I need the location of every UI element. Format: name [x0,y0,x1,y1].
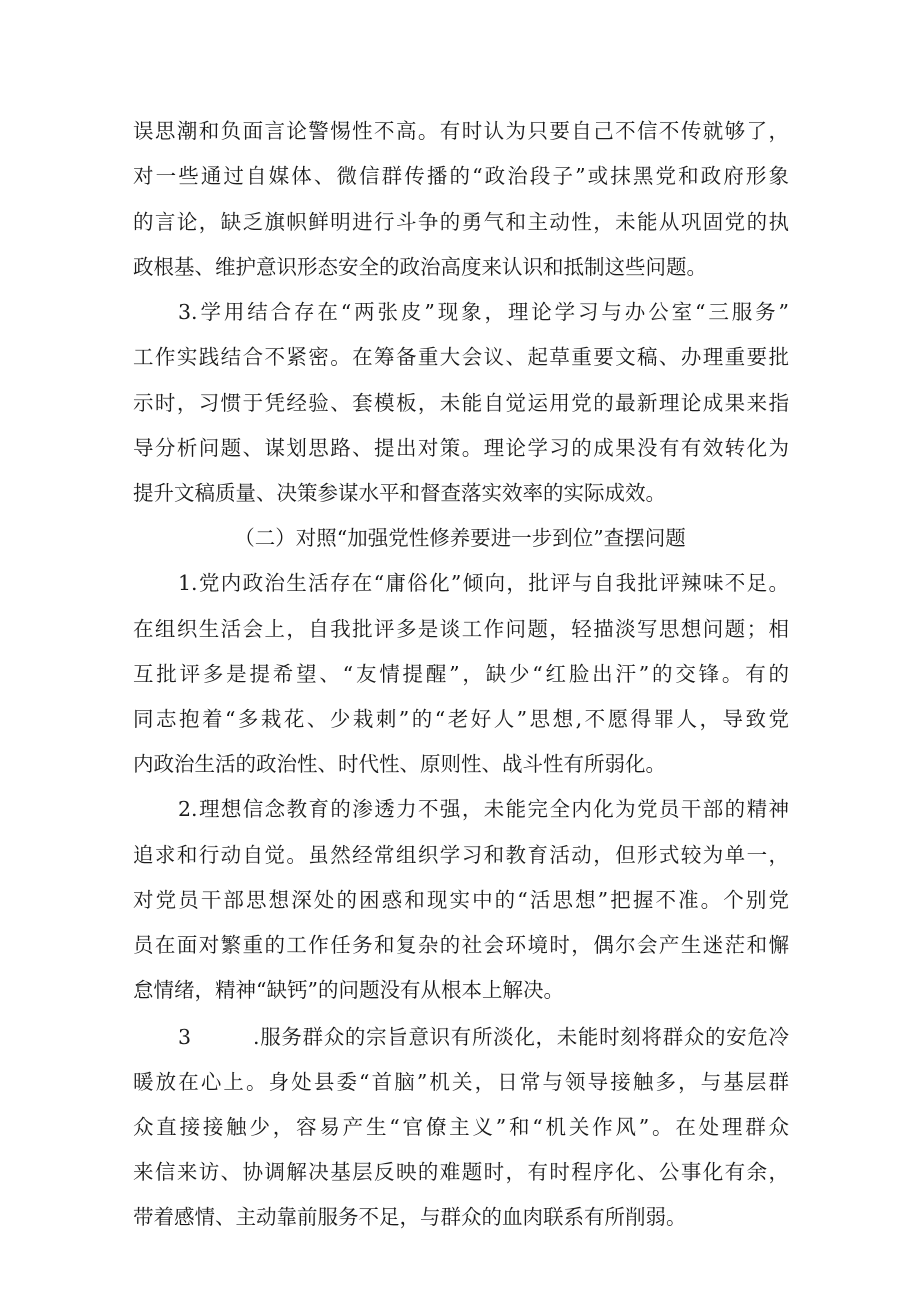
paragraph-line: 暖放在心上。身处县委“首脑”机关，日常与领导接触多，与基层群 [133,1070,789,1094]
paragraph-line: 示时，习惯于凭经验、套模板，未能自觉运用党的最新理论成果来指 [133,391,789,415]
paragraph-line: 内政治生活的政治性、时代性、原则性、战斗性有所弱化。 [133,752,666,776]
paragraph-line: 政根基、维护意识形态安全的政治高度来认识和抵制这些问题。 [133,255,707,279]
paragraph-line: 带着感情、主动靠前服务不足，与群众的血肉联系有所削弱。 [133,1205,687,1229]
paragraph-line: .服务群众的宗旨意识有所淡化，未能时刻将群众的安危冷 [253,1025,789,1049]
paragraph-line: 对党员干部思想深处的困惑和现实中的“活思想”把握不准。个别党 [133,888,789,912]
paragraph-line: 怠情绪，精神“缺钙”的问题没有从根本上解决。 [133,978,564,1002]
paragraph-line: 追求和行动自觉。虽然经常组织学习和教育活动，但形式较为单一， [133,843,789,867]
paragraph-line: 误思潮和负面言论警惕性不高。有时认为只要自己不信不传就够了， [133,119,789,143]
paragraph-line: 同志抱着“多栽花、少栽刺”的“老好人”思想,不愿得罪人，导致党 [133,707,789,731]
paragraph-line: 在组织生活会上，自我批评多是谈工作问题，轻描淡写思想问题；相 [133,617,789,641]
paragraph-line: 工作实践结合不紧密。在筹备重大会议、起草重要文稿、办理重要批 [133,345,789,369]
paragraph-line: 对一些通过自媒体、微信群传播的“政治段子”或抹黑党和政府形象 [133,164,789,188]
paragraph-line: 3.学用结合存在“两张皮”现象，理论学习与办公室“三服务” [178,300,789,324]
paragraph-line: 的言论，缺乏旗帜鲜明进行斗争的勇气和主动性，未能从巩固党的执 [133,210,789,234]
section-heading: （二）对照“加强党性修养要进一步到位”查摆问题 [234,526,686,550]
paragraph-line: 众直接接触少，容易产生“官僚主义”和“机关作风”。在处理群众 [133,1115,789,1139]
paragraph-line: 员在面对繁重的工作任务和复杂的社会环境时，偶尔会产生迷茫和懈 [133,933,789,957]
paragraph-line: 2.理想信念教育的渗透力不强，未能完全内化为党员干部的精神 [178,797,789,821]
paragraph-line: 1.党内政治生活存在“庸俗化”倾向，批评与自我批评辣味不足。 [178,571,789,595]
paragraph-line: 导分析问题、谋划思路、提出对策。理论学习的成果没有有效转化为 [133,436,789,460]
list-number: 3 [178,1025,192,1049]
paragraph-line: 互批评多是提希望、“友情提醒”，缺少“红脸出汗”的交锋。有的 [133,662,789,686]
paragraph-line: 来信来访、协调解决基层反映的难题时，有时程序化、公事化有余， [133,1160,789,1184]
paragraph-line: 提升文稿质量、决策参谋水平和督查落实效率的实际成效。 [133,481,666,505]
